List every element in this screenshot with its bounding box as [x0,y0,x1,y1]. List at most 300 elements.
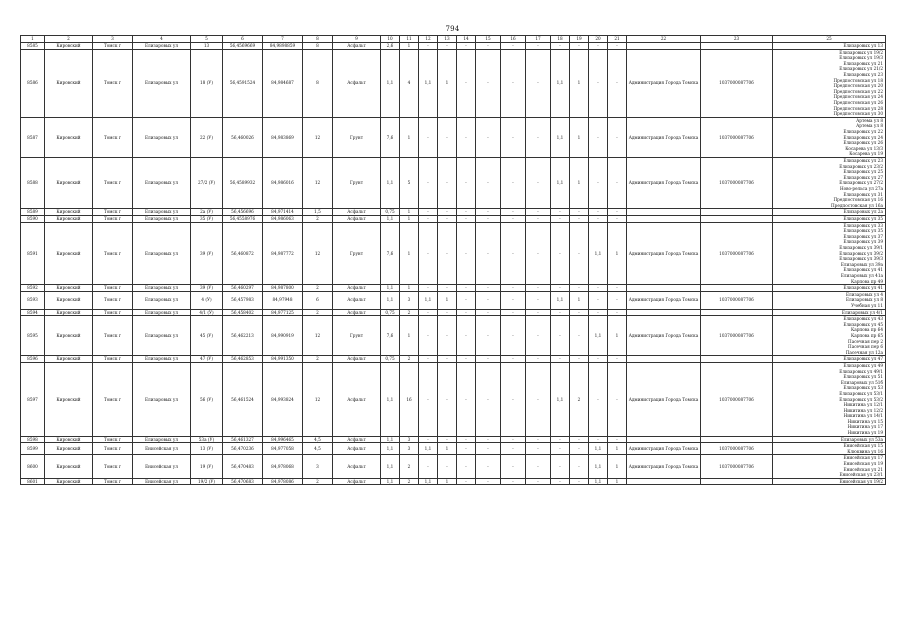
table-cell: - [457,443,476,455]
table-cell: 19/2 (У) [191,478,223,485]
table-cell: Асфальт [333,285,381,292]
row-id-cell: 8597 [21,362,45,436]
table-cell: - [419,222,438,285]
address-line: Елизаровых ул 21 [843,60,883,66]
table-cell: 7,6 [381,222,400,285]
address-list-cell [773,309,886,316]
table-cell: - [457,285,476,292]
address-line: Енисейская ул 17 [843,455,883,461]
table-cell: - [457,362,476,436]
table-cell: - [438,436,457,443]
owner-org-cell [627,436,701,443]
address-list-cell [773,455,886,478]
table-cell: - [526,215,551,222]
table-cell: 12 [303,362,333,436]
table-cell: Томск г [93,209,133,216]
table-cell: - [501,316,526,356]
table-cell: - [501,209,526,216]
table-cell: Томск г [93,117,133,157]
table-cell: - [526,443,551,455]
table-cell: - [457,49,476,117]
table-cell: - [570,356,589,363]
table-cell: - [526,291,551,309]
table-cell: - [501,285,526,292]
column-number-cell: 15 [476,36,501,43]
table-cell: - [589,291,608,309]
column-number-cell: 23 [701,36,773,43]
table-cell: Томск г [93,215,133,222]
table-cell: 2 [303,285,333,292]
table-cell: Елизаровых ул [133,209,191,216]
table-cell: 1,1 [419,49,438,117]
table-cell: 2,6 [381,43,400,50]
address-line: Никитина ул 14/1 [843,413,883,419]
column-number-cell: 13 [438,36,457,43]
table-cell: 2 [400,455,419,478]
address-line: Предпостовская ул 26 [833,99,883,105]
table-cell: 84,9898859 [263,43,303,50]
address-line: Ново-рельса ул 27а [839,185,883,191]
table-cell: - [608,49,627,117]
table-cell [701,209,773,216]
address-line: Елизаровых ул 27/2 [839,180,883,186]
table-cell: - [457,356,476,363]
table-cell: - [589,285,608,292]
table-cell [701,215,773,222]
table-cell: 84,991350 [263,356,303,363]
address-list-cell [773,43,886,50]
table-cell: Асфальт [333,49,381,117]
table-cell: Асфальт [333,455,381,478]
table-cell: Томск г [93,455,133,478]
column-number-cell: 4 [133,36,191,43]
row-id-cell: 8598 [21,436,45,443]
address-line: Елизаровых ул 35 [843,215,883,221]
table-cell: - [501,478,526,485]
table-row [21,285,886,292]
table-cell: 1 [400,209,419,216]
owner-org-cell: Администрация Города Томска [627,157,701,208]
table-cell: - [438,43,457,50]
table-row [21,209,886,216]
table-cell: 1037000087706 [701,316,773,356]
table-row [21,157,886,208]
table-cell: Грунт [333,157,381,208]
table-cell: 6 [303,291,333,309]
table-cell: - [570,215,589,222]
address-line: Предпостовская ул 24 [833,94,883,100]
address-line: Елизаровых ул 45 [843,321,883,327]
table-cell: Асфальт [333,309,381,316]
table-cell: Елизаровых ул [133,222,191,285]
owner-org-cell: Администрация Города Томска [627,49,701,117]
table-cell: Грунт [333,316,381,356]
table-cell: - [551,443,570,455]
table-cell: 1037000087706 [701,291,773,309]
table-row [21,316,886,356]
table-cell: - [457,209,476,216]
column-number-cell: 18 [551,36,570,43]
table-cell: 4,5 [303,436,333,443]
table-cell: 5 [400,157,419,208]
row-id-cell: 8589 [21,209,45,216]
row-id-cell: 8601 [21,478,45,485]
table-cell: - [526,222,551,285]
table-cell: 84,977125 [263,309,303,316]
table-cell: - [476,356,501,363]
table-cell [701,356,773,363]
table-cell: - [589,117,608,157]
table-cell: Томск г [93,291,133,309]
table-cell: 84,978068 [263,455,303,478]
table-cell: 12 [303,316,333,356]
table-cell: 56 (У) [191,362,223,436]
table-row [21,478,886,485]
table-cell: - [570,43,589,50]
table-cell: Елизаровых ул [133,49,191,117]
table-cell: - [608,285,627,292]
table-cell: - [476,157,501,208]
table-cell: - [419,157,438,208]
address-line: Елизаровых ул 41 [843,285,883,291]
address-list-cell [773,215,886,222]
table-cell: - [457,291,476,309]
table-cell: Асфальт [333,443,381,455]
table-cell: - [526,316,551,356]
table-cell: - [438,215,457,222]
table-cell: - [551,316,570,356]
address-line: Елизаровых ул 43 [843,316,883,322]
table-cell: Енисейская ул [133,443,191,455]
address-line: Елизаровых ул 24 [843,134,883,140]
table-cell: Кировский [45,157,93,208]
table-cell: - [608,43,627,50]
row-id-cell: 8586 [21,49,45,117]
table-cell: - [589,356,608,363]
table-cell: 1 [400,215,419,222]
address-line: Елизаровых ул 37 [843,233,883,239]
row-id-cell: 8588 [21,157,45,208]
table-cell: 1,1 [551,157,570,208]
table-cell: - [438,157,457,208]
table-cell: - [419,356,438,363]
table-cell: 12 [303,157,333,208]
table-cell: - [501,362,526,436]
table-cell: - [551,455,570,478]
table-cell: 7,6 [381,117,400,157]
table-cell: - [608,291,627,309]
table-cell: Кировский [45,117,93,157]
owner-org-cell [627,309,701,316]
table-cell: 1037000087706 [701,455,773,478]
row-id-cell: 8595 [21,316,45,356]
table-cell: 45 (У) [191,316,223,356]
column-number-cell: 7 [263,36,303,43]
table-cell: 1,1 [589,316,608,356]
column-number-cell: 22 [627,36,701,43]
column-number-cell: 16 [501,36,526,43]
address-line: Елизаровых ул 39а [840,261,883,267]
table-cell: 2 [400,356,419,363]
table-cell: 56,4558976 [223,215,263,222]
table-cell: 1 [400,222,419,285]
address-line: Елизаровых ул 2а [843,209,883,215]
address-line: Елизаровых ул 23/2 [839,163,883,169]
table-cell: - [419,316,438,356]
address-line: Елизаровых ул 39/2 [839,250,883,256]
table-cell: Елизаровых ул [133,356,191,363]
table-cell: Томск г [93,436,133,443]
address-line: Елизаровых ул 26 [843,140,883,146]
owner-org-cell [627,209,701,216]
address-line: Учебная ул 11 [851,302,883,308]
table-cell: 1037000087706 [701,49,773,117]
table-cell: 84,978086 [263,478,303,485]
table-cell: Кировский [45,209,93,216]
table-cell: - [526,117,551,157]
table-cell: 1,1 [419,291,438,309]
table-cell: - [457,309,476,316]
address-line: Енисейская ул 15 [843,443,883,449]
table-cell: 84,986016 [263,157,303,208]
address-line: Елизаровых ул 4 [846,291,883,297]
table-cell: 4/1 (У) [191,309,223,316]
table-cell: 56,470483 [223,455,263,478]
address-line: Елизаровых ул 33 [843,222,883,228]
table-cell: 1,1 [381,478,400,485]
table-cell: Кировский [45,436,93,443]
table-cell: 56,458402 [223,309,263,316]
table-cell: 1 [400,316,419,356]
row-id-cell: 8592 [21,285,45,292]
address-line: Енисейская ул 21 [843,466,883,472]
table-cell: 1,1 [589,478,608,485]
address-line: Елизаровых ул 53а [840,436,883,442]
table-cell: 84,987772 [263,222,303,285]
column-number-cell: 20 [589,36,608,43]
column-number-cell: 25 [773,36,886,43]
table-cell: - [589,209,608,216]
table-cell: - [589,43,608,50]
table-cell: - [526,362,551,436]
table-cell [701,43,773,50]
table-cell: - [419,117,438,157]
table-cell: 1 [400,117,419,157]
table-cell: - [589,157,608,208]
table-cell: - [570,209,589,216]
owner-org-cell: Администрация Города Томска [627,291,701,309]
table-cell: 56,460297 [223,285,263,292]
table-cell: - [457,455,476,478]
table-cell: - [608,362,627,436]
address-line: Предпостовская ул 22 [833,88,883,94]
table-cell: - [589,362,608,436]
table-cell: Елизаровых ул [133,215,191,222]
table-cell: - [551,215,570,222]
table-cell: 47 (У) [191,356,223,363]
address-line: Елизаровых ул 39 [843,239,883,245]
table-cell: - [551,285,570,292]
table-cell: Томск г [93,356,133,363]
table-cell: - [457,478,476,485]
table-row [21,222,886,285]
table-cell: - [526,285,551,292]
table-cell: - [589,215,608,222]
table-cell: 7,6 [381,316,400,356]
table-cell: Кировский [45,362,93,436]
table-cell: 1,1 [551,117,570,157]
table-cell: 1037000087706 [701,362,773,436]
table-cell: - [551,309,570,316]
row-id-cell: 8596 [21,356,45,363]
address-list-cell [773,478,886,485]
address-list-cell [773,436,886,443]
row-id-cell: 8600 [21,455,45,478]
table-row [21,117,886,157]
table-cell: Асфальт [333,436,381,443]
address-line: Косарева ул 19 [849,151,883,157]
table-cell: 1,1 [381,49,400,117]
table-cell: 1,1 [551,291,570,309]
table-cell: 1 [608,443,627,455]
column-number-cell: 9 [333,36,381,43]
column-number-cell: 10 [381,36,400,43]
table-cell: - [526,455,551,478]
table-cell: Елизаровых ул [133,362,191,436]
table-row [21,455,886,478]
address-list-cell [773,316,886,356]
table-cell: - [476,478,501,485]
table-cell: Томск г [93,309,133,316]
table-cell: - [570,316,589,356]
table-cell: 1 [438,443,457,455]
table-cell: - [438,117,457,157]
table-row [21,215,886,222]
table-cell: - [551,436,570,443]
table-cell: 1 [438,291,457,309]
table-cell: Елизаровых ул [133,285,191,292]
table-cell: 1 [570,157,589,208]
table-cell: - [589,49,608,117]
column-number-cell: 12 [419,36,438,43]
table-row [21,362,886,436]
table-cell: 1037000087706 [701,117,773,157]
table-cell: 1,1 [381,157,400,208]
address-line: Артема ул 8 [856,117,883,123]
address-line: Предпостовская ул 16а [831,202,883,208]
table-cell: Кировский [45,478,93,485]
table-cell: - [526,478,551,485]
table-cell: 4 (У) [191,291,223,309]
table-cell: - [526,309,551,316]
table-cell: Енисейская ул [133,455,191,478]
table-cell: 84,983869 [263,117,303,157]
address-list-cell [773,285,886,292]
address-line: Елизаровых ул 23 [843,72,883,77]
address-line: Елизаровых ул 19/2 [839,49,883,55]
table-cell: 1,1 [381,362,400,436]
table-cell: Асфальт [333,478,381,485]
table-cell: - [457,117,476,157]
address-line: Предпостовская ул 30 [833,111,883,117]
row-id-cell: 8591 [21,222,45,285]
address-line: Елизаровых ул 4/1 [841,309,883,315]
address-line: Елизаровых ул 39/3 [839,256,883,262]
address-line: Елизаровых ул 41 [843,267,883,273]
address-line: Косарева ул 13/3 [845,145,883,151]
table-cell: 1,1 [381,443,400,455]
table-cell [701,478,773,485]
table-cell: - [551,209,570,216]
table-cell: 16 [400,362,419,436]
table-cell: - [526,209,551,216]
table-cell: 13 [191,43,223,50]
owner-org-cell [627,356,701,363]
column-number-cell: 2 [45,36,93,43]
table-cell: 3 [400,291,419,309]
table-cell: - [457,157,476,208]
table-cell: 1,1 [381,455,400,478]
table-cell: Асфальт [333,209,381,216]
table-cell: - [551,222,570,285]
table-cell: - [551,356,570,363]
address-line: Предпостовская ул 28 [833,105,883,111]
table-cell: - [501,43,526,50]
table-row [21,436,886,443]
table-cell: - [551,43,570,50]
table-cell: 56,456696 [223,209,263,216]
address-line: Елизаровых ул 39/1 [839,244,883,250]
table-cell: - [438,362,457,436]
table-cell: 56,462853 [223,356,263,363]
table-cell: - [501,455,526,478]
table-cell: - [476,43,501,50]
table-row [21,43,886,50]
address-line: Елизаровых ул 35 [843,228,883,234]
table-cell: - [438,455,457,478]
owner-org-cell: Администрация Города Томска [627,316,701,356]
table-cell: 12 [303,117,333,157]
table-cell: - [501,356,526,363]
table-cell: Кировский [45,443,93,455]
table-cell: 56,460026 [223,117,263,157]
address-line: Енисейская ул 19 [843,461,883,467]
table-cell: 56,470683 [223,478,263,485]
table-cell: 1 [570,291,589,309]
table-cell: - [608,309,627,316]
table-cell: 84,990919 [263,316,303,356]
table-cell: 2а (У) [191,209,223,216]
table-cell: - [570,309,589,316]
table-cell: - [526,43,551,50]
table-cell: - [589,309,608,316]
table-cell: Асфальт [333,362,381,436]
table-cell: 56,461524 [223,362,263,436]
table-cell: - [501,443,526,455]
table-cell: 0,75 [381,356,400,363]
column-number-cell: 11 [400,36,419,43]
table-cell: - [476,455,501,478]
table-cell [701,309,773,316]
owner-org-cell: Администрация Города Томска [627,443,701,455]
column-number-cell: 14 [457,36,476,43]
table-cell: Томск г [93,362,133,436]
owner-org-cell: Администрация Города Томска [627,455,701,478]
address-line: Елизаровых ул 53 [843,385,883,391]
table-cell: 1037000087706 [701,443,773,455]
table-cell: - [526,436,551,443]
table-cell: Томск г [93,157,133,208]
